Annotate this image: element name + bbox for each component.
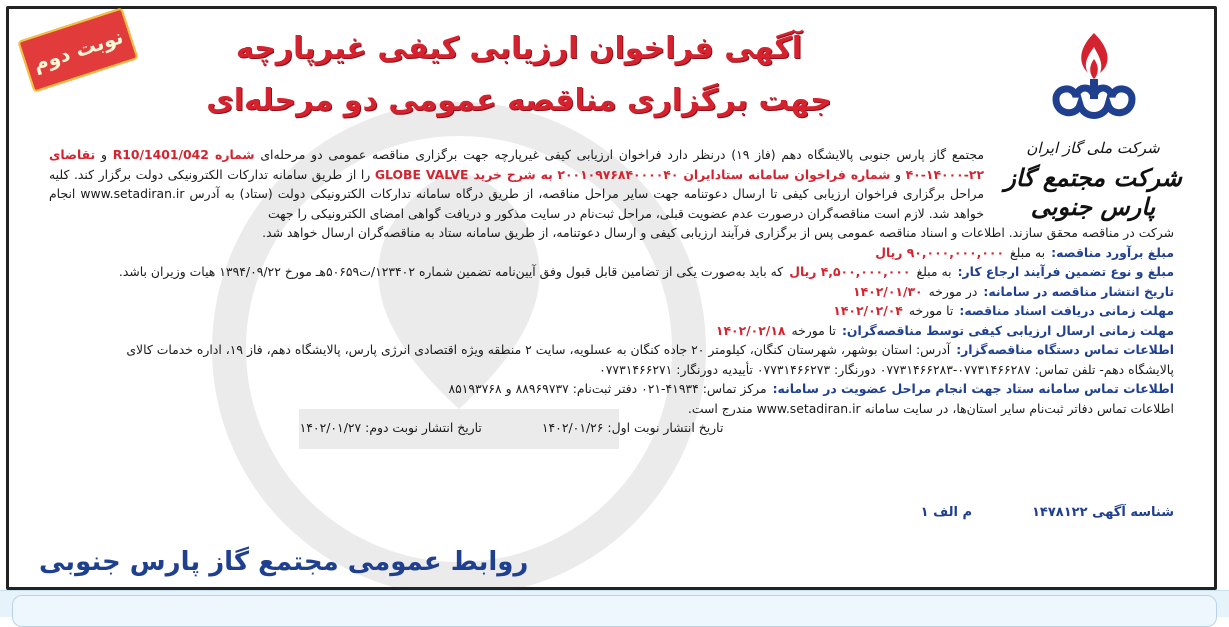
nioc-name: شرکت ملی گاز ایران — [1026, 139, 1160, 157]
docs-deadline-value: ۱۴۰۲/۰۲/۰۴ — [833, 303, 903, 318]
ad-frame — [6, 6, 1217, 590]
nioc-flame-logo-icon — [1046, 29, 1142, 129]
purchase-description: به شرح خرید GLOBE VALVE — [374, 166, 553, 182]
guarantee-label: مبلغ و نوع تضمین فرآیند ارجاع کار: — [957, 264, 1174, 279]
ad-title-line-1: آگهی فراخوان ارزیابی کیفی غیرپارچه — [235, 31, 803, 66]
intro-paragraph — [49, 145, 984, 223]
docs-deadline-pre: تا مورخه — [908, 303, 954, 318]
bottom-strip — [0, 590, 1229, 617]
body-line-5: شرکت در مناقصه محقق سازند. اطلاعات و اسناد مناقصه عمومی پس از برگزاری فرآیند ارزیابی کیفی و ارسال دعوتنامه، از طریق سامانه ستاد به مناقصه‌گران ارسال خواهد شد. — [262, 225, 1174, 240]
company-name: شرکت مجتمع گاز پارس جنوبی — [1004, 163, 1182, 221]
estimate-pre: به مبلغ — [1010, 244, 1046, 260]
ad-id: شناسه آگهی ۱۴۷۸۱۲۲ — [1032, 505, 1174, 520]
publish-label: تاریخ انتشار مناقصه در سامانه: — [983, 283, 1174, 299]
ad-title-line-2: جهت برگزاری مناقصه عمومی دو مرحله‌ای — [206, 83, 832, 118]
intro-conj-2: و — [895, 166, 901, 182]
second-round-badge: نوبت دوم — [17, 7, 138, 92]
setad-call-number: شماره فراخوان سامانه ستادایران ۲۰۰۱۰۹۷۶۸۴۰۰۰۰۴۰ — [557, 166, 891, 182]
estimate-label: مبلغ برآورد مناقصه: — [1051, 244, 1174, 260]
setad-contact-label: اطلاعات تماس سامانه ستاد جهت انجام مراحل عضویت در سامانه: — [772, 381, 1174, 396]
contact-phones: پالایشگاه دهم- تلفن تماس: ۰۷۷۳۱۴۶۶۲۸۷-۰۷۷۳۱۴۶۶۲۸۳ دورنگار: ۰۷۷۳۱۴۶۶۲۷۳ تأییدیه دورنگار: ۰۷۷۳۱۴۶۶۲۷۱ — [599, 361, 1174, 377]
intro-text-3: برگزار کند. کلیه مراحل برگزاری فراخوان ارزیابی کیفی تا ارسال دعوتنامه جهت سایر مراحل مناقصه، از طریق درگاه سامانه تدارکات الکترونیکی دولت (ستاد) به آدرس — [49, 166, 984, 201]
tender-number: شماره R10/1401/042 — [112, 147, 255, 162]
ad-identifier — [921, 505, 1174, 520]
contact-label: اطلاعات تماس دستگاه مناقصه‌گزار: — [956, 342, 1174, 357]
guarantee-value: ۴,۵۰۰,۰۰۰,۰۰۰ ریال — [789, 264, 911, 279]
guarantee-pre: به مبلغ — [916, 264, 952, 279]
intro-text-4: www.setadiran.ir انجام خواهد شد. لازم است مناقصه‌گران درصورت عدم عضویت قبلی، مراحل ثبت‌نام در سایت مذکور و دریافت گواهی امضای الکترونیکی را جهت — [49, 186, 984, 221]
request-number: تقاضای ۲۲-۱۴۰۰۰-۴۰ — [49, 147, 984, 182]
second-publication-date: تاریخ انتشار نوبت دوم: ۱۴۰۲/۰۱/۲۷ — [299, 420, 482, 435]
offices-info: اطلاعات تماس دفاتر ثبت‌نام سایر استان‌ها، در سایت سامانه www.setadiran.ir مندرج است. — [687, 400, 1174, 416]
submit-deadline-value: ۱۴۰۲/۰۲/۱۸ — [715, 322, 786, 338]
public-relations-signature: روابط عمومی مجتمع گاز پارس جنوبی — [39, 547, 529, 577]
intro-text-1: مجتمع گاز پارس جنوبی پالایشگاه دهم (فاز ۱۹) درنظر دارد فراخوان ارزیابی کیفی غیرپارچه جهت برگزاری مناقصه عمومی دو مرحله‌ای — [260, 147, 984, 162]
setad-contact-text: مرکز تماس: ۴۱۹۳۴-۰۲۱ دفتر ثبت‌نام: ۸۸۹۶۹۷۳۷ و ۸۵۱۹۳۷۶۸ — [448, 381, 767, 396]
contact-address: آدرس: استان بوشهر، شهرستان کنگان، کیلومتر ۲۰ جاده کنگان به عسلویه، سایت ۲ منطقه ویژه اقتصادی انرژی پارس، پالایشگاه دهم، فاز ۱۹، اداره خدمات کالای — [126, 342, 951, 357]
estimate-value: ۹۰,۰۰۰,۰۰۰,۰۰۰ ریال — [875, 244, 1005, 260]
intro-text-2: را از طریق سامانه تدارکات الکترونیکی دولت — [135, 166, 371, 182]
publish-pre: در مورخه — [928, 283, 978, 299]
publication-dates — [49, 418, 974, 438]
submit-deadline-label: مهلت زمانی ارسال ارزیابی کیفی توسط مناقصه‌گران: — [841, 322, 1174, 338]
ad-code: م الف ۱ — [920, 505, 972, 520]
intro-conj-1: و — [100, 147, 107, 162]
ad-body — [49, 145, 1174, 438]
publish-value: ۱۴۰۲/۰۱/۳۰ — [853, 283, 923, 299]
docs-deadline-label: مهلت زمانی دریافت اسناد مناقصه: — [959, 303, 1174, 318]
bottom-strip-inner — [12, 595, 1217, 627]
guarantee-post: که باید به‌صورت یکی از تضامین قابل قبول وفق آیین‌نامه تضمین شماره ۱۲۳۴۰۲/ت۵۰۶۵۹هـ مورخ ۱۳۹۴/۰۹/۲۲ هیات وزیران باشد. — [118, 264, 784, 279]
first-publication-date: تاریخ انتشار نوبت اول: ۱۴۰۲/۰۱/۲۶ — [541, 420, 724, 435]
submit-deadline-pre: تا مورخه — [791, 322, 836, 338]
